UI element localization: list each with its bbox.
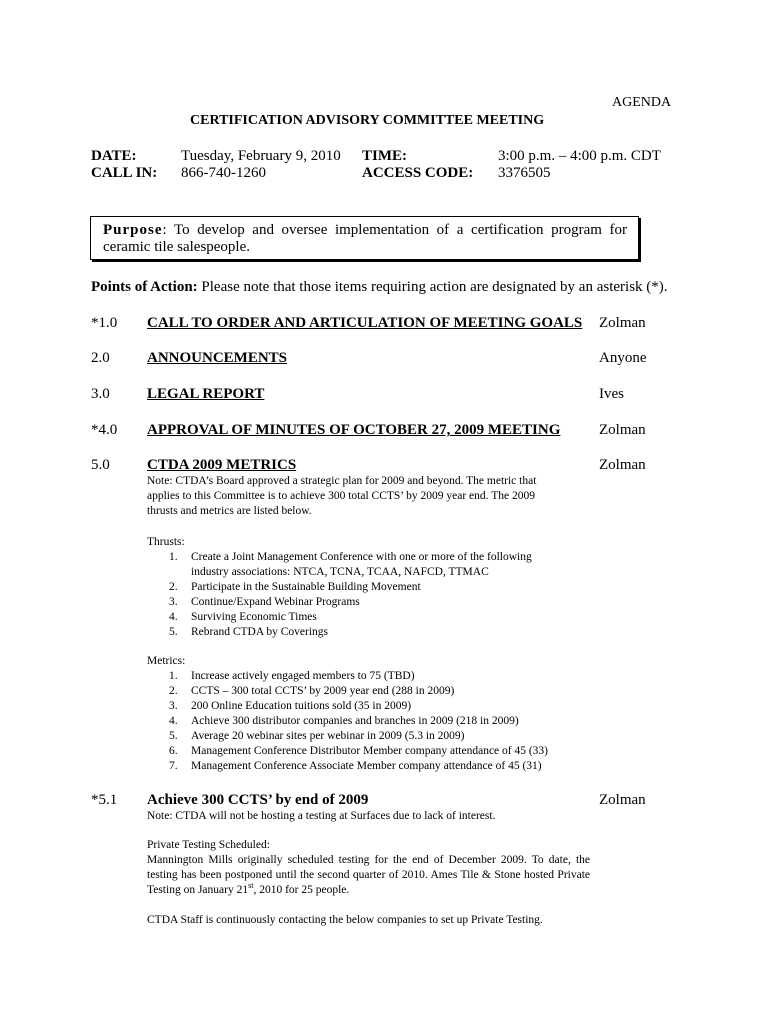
item-presenter: Zolman: [599, 422, 646, 438]
item-number: 5.0: [91, 457, 110, 473]
metrics-label: Metrics:: [147, 655, 186, 667]
points-of-action-label: Points of Action:: [91, 279, 198, 295]
access-code-value: 3376505: [498, 165, 551, 181]
agenda-label: AGENDA: [612, 95, 672, 110]
item-number: *1.0: [91, 315, 118, 331]
private-testing-label: Private Testing Scheduled:: [147, 839, 270, 851]
item-presenter: Ives: [599, 386, 624, 402]
private-testing-text: Mannington Mills originally scheduled testing for the end of December 2009. To date, the testing has been postponed until the second quarter of 2010. Ames Tile & Stone hosted Private Testing on January 21st, 2010 for 25 people.: [147, 854, 590, 896]
purpose-text: [103, 222, 627, 256]
list-item: 7. Management Conference Associate Member company attendance of 45 (31): [169, 760, 542, 772]
item-presenter: Zolman: [599, 457, 646, 473]
time-value: 3:00 p.m. – 4:00 p.m. CDT: [498, 148, 661, 164]
list-item: 5. Rebrand CTDA by Coverings: [169, 626, 329, 638]
item-number: 2.0: [91, 350, 110, 366]
staff-contact-text: CTDA Staff is continuously contacting the below companies to set up Private Testing.: [147, 914, 543, 926]
list-item: 4. Surviving Economic Times: [169, 611, 317, 623]
item-presenter: Zolman: [599, 315, 646, 331]
list-item: 2. Participate in the Sustainable Building Movement: [169, 581, 421, 593]
item-title: CALL TO ORDER AND ARTICULATION OF MEETING GOALS: [147, 315, 583, 331]
metrics-note-line: Note: CTDA’s Board approved a strategic plan for 2009 and beyond. The metric that: [147, 475, 537, 487]
item-title: APPROVAL OF MINUTES OF OCTOBER 27, 2009 MEETING: [147, 422, 561, 438]
item51-note: Note: CTDA will not be hosting a testing at Surfaces due to lack of interest.: [147, 810, 496, 822]
list-item: 6. Management Conference Distributor Member company attendance of 45 (33): [169, 745, 549, 757]
purpose-body: : To develop and oversee implementation of a certification program for ceramic tile salespeople.: [103, 222, 627, 255]
thrusts-list: [147, 535, 532, 640]
metrics-note-line: applies to this Committee is to achieve 300 total CCTS’ by 2009 year end. The 2009: [147, 490, 535, 502]
list-item: 4. Achieve 300 distributor companies and branches in 2009 (218 in 2009): [169, 715, 519, 727]
item-title: Achieve 300 CCTS’ by end of 2009: [147, 792, 369, 808]
list-item: 1. Create a Joint Management Conference with one or more of the following industry associations: NTCA, TCNA, TCAA, NAFCD, TTMAC: [169, 551, 532, 578]
item-presenter: Zolman: [599, 792, 646, 808]
access-code-label: ACCESS CODE:: [362, 165, 474, 181]
page-title: CERTIFICATION ADVISORY COMMITTEE MEETING: [190, 113, 545, 128]
list-item: 1. Increase actively engaged members to 75 (TBD): [169, 670, 415, 682]
date-label: DATE:: [91, 148, 137, 164]
item-title: CTDA 2009 METRICS: [147, 457, 297, 473]
callin-label: CALL IN:: [91, 165, 158, 181]
list-item: 3. Continue/Expand Webinar Programs: [169, 596, 360, 608]
thrusts-label: Thrusts:: [147, 536, 185, 548]
item-title: ANNOUNCEMENTS: [147, 350, 288, 366]
metrics-note-line: thrusts and metrics are listed below.: [147, 505, 312, 517]
points-of-action-text: Please note that those items requiring action are designated by an asterisk (*).: [197, 279, 668, 295]
list-item: 2. CCTS – 300 total CCTS’ by 2009 year end (288 in 2009): [169, 685, 455, 697]
item-number: *5.1: [91, 792, 118, 808]
points-of-action: [91, 279, 668, 296]
date-value: Tuesday, February 9, 2010: [181, 148, 341, 164]
list-item: 5. Average 20 webinar sites per webinar in 2009 (5.3 in 2009): [169, 730, 465, 742]
item-number: *4.0: [91, 422, 118, 438]
item-presenter: Anyone: [599, 350, 647, 366]
list-item: 3. 200 Online Education tuitions sold (35 in 2009): [169, 700, 412, 712]
purpose-label: Purpose: [103, 222, 163, 238]
time-label: TIME:: [362, 148, 407, 164]
item-title: LEGAL REPORT: [147, 386, 265, 402]
metrics-list: [147, 654, 548, 774]
callin-value: 866-740-1260: [181, 165, 266, 181]
item-number: 3.0: [91, 386, 110, 402]
